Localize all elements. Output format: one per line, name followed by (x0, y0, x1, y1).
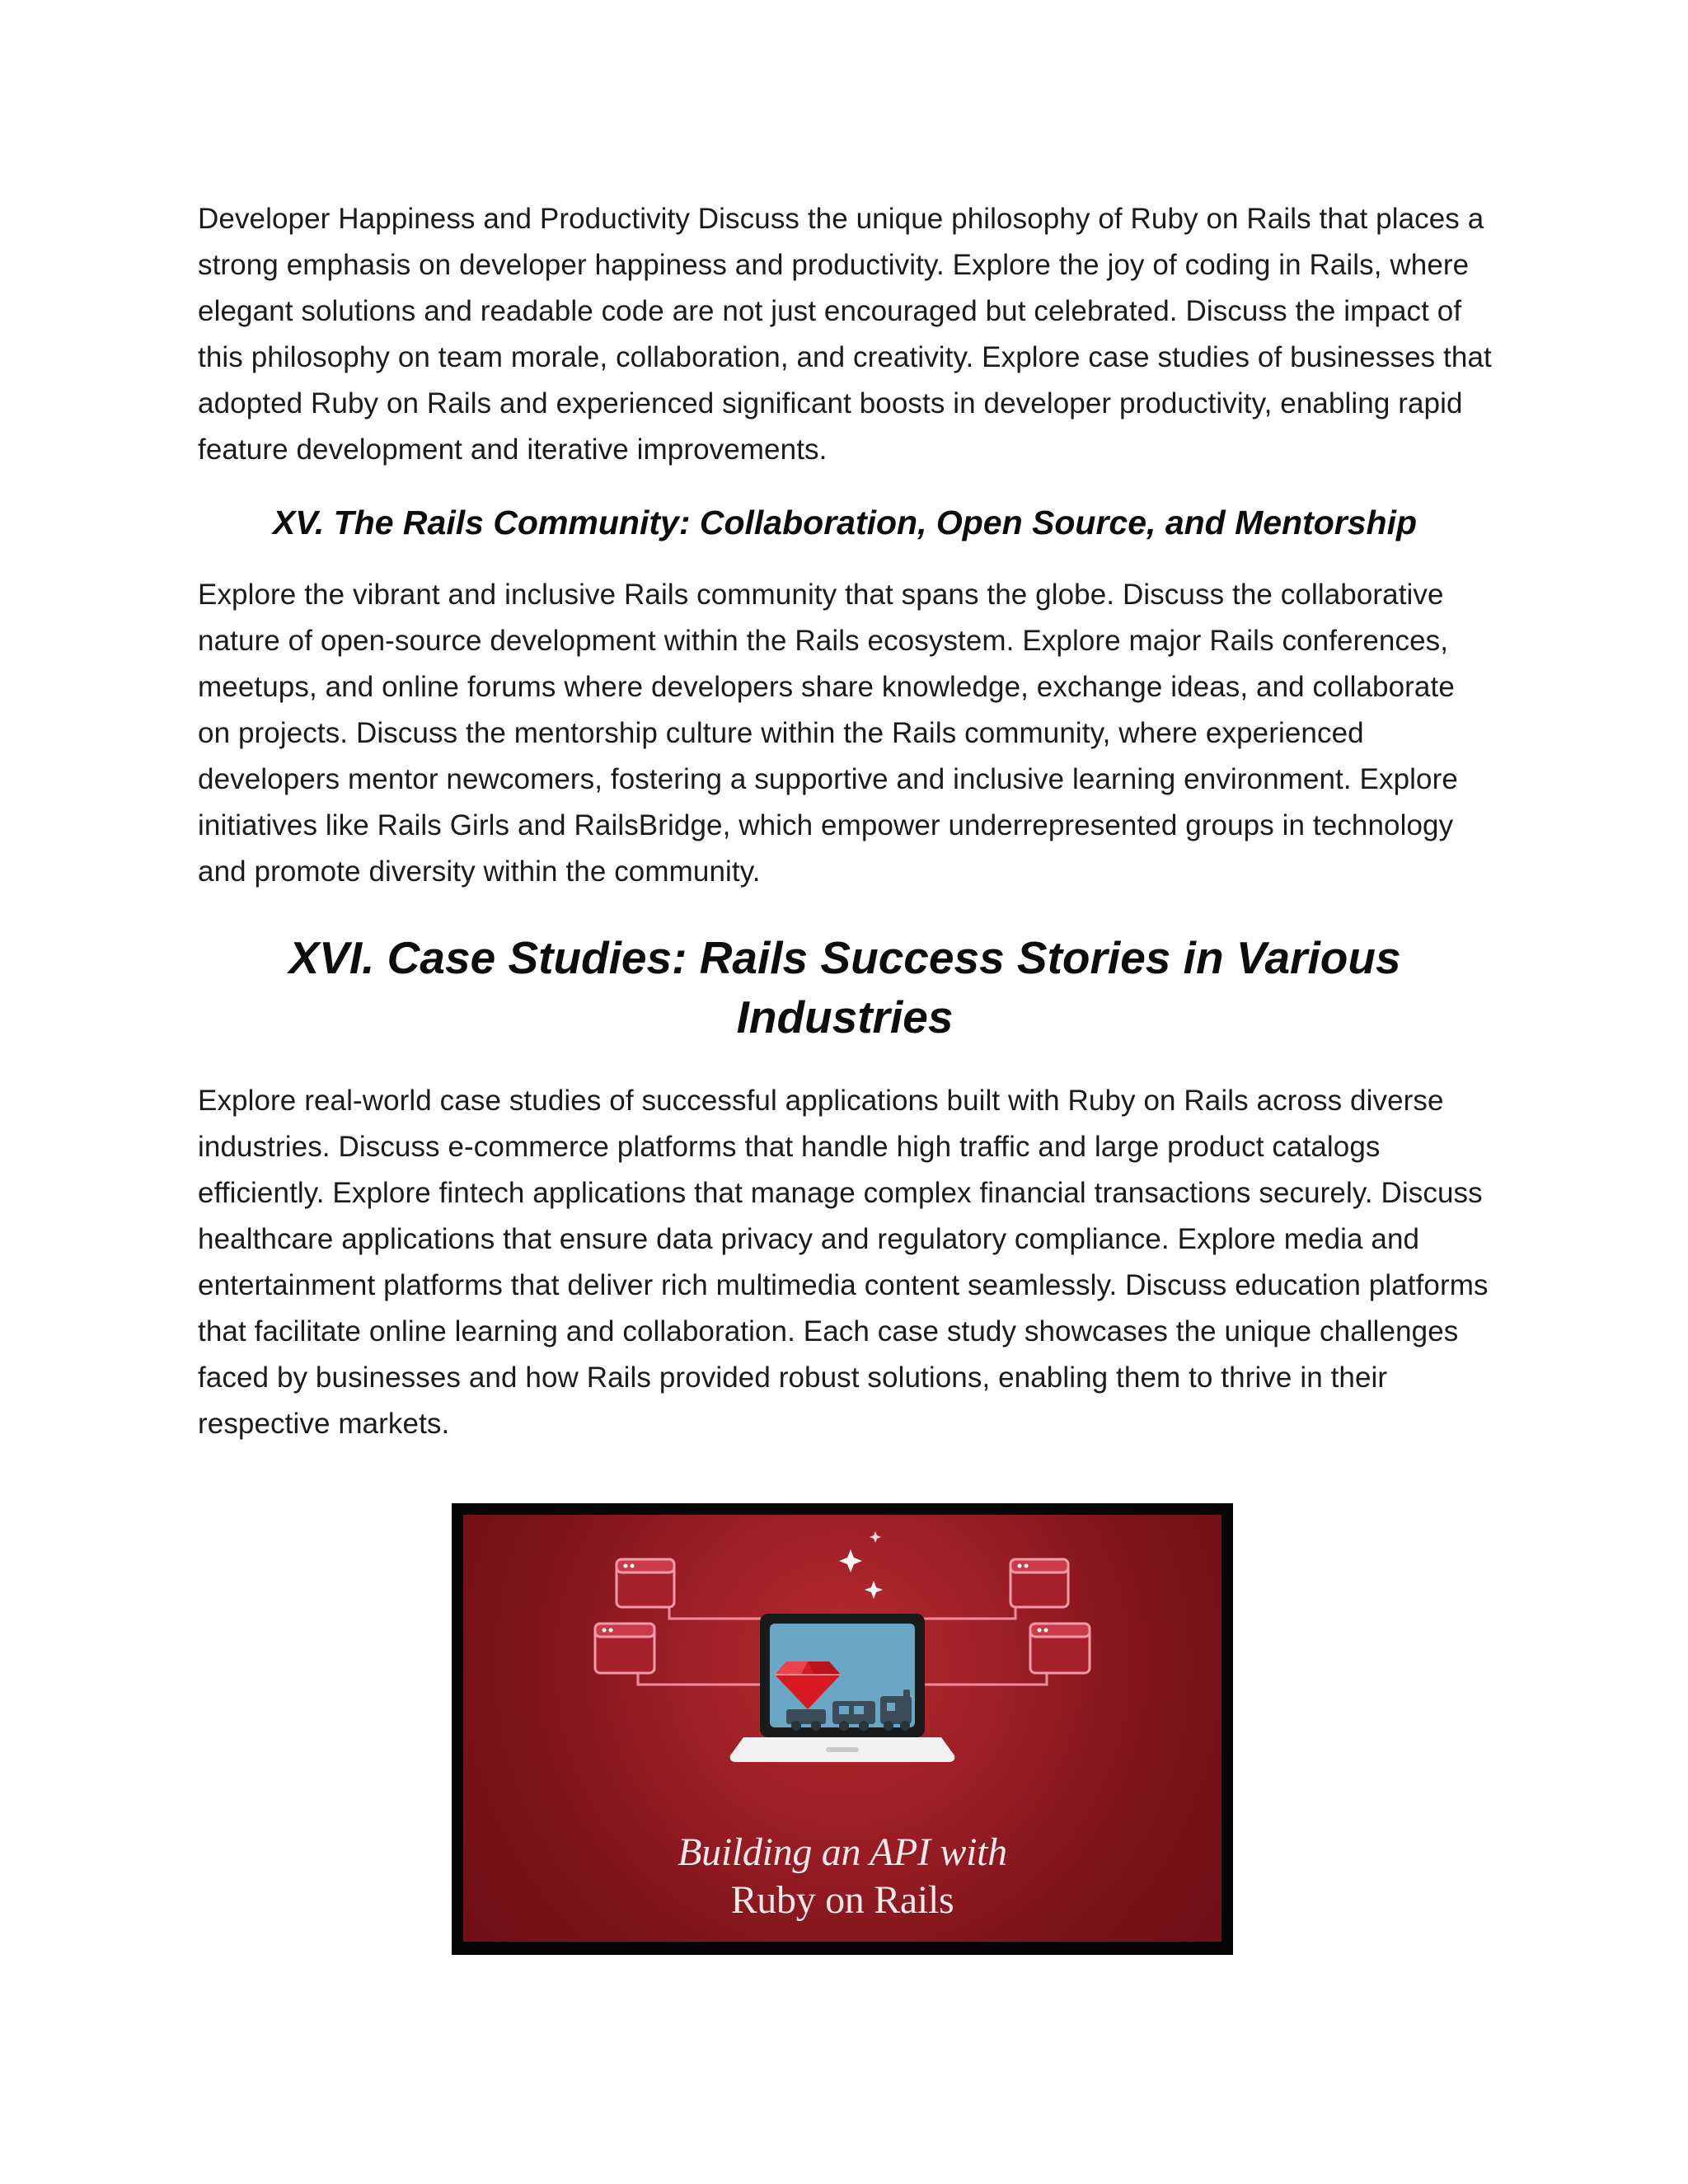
paragraph-developer-happiness: Developer Happiness and Productivity Discuss the unique philosophy of Ruby on Rails that places a strong emphasis on developer happiness and productivity. Explore the joy of coding in Rails, where elegant solutions and readable code are not just encouraged but celebrated. Discuss the impact of this philosophy on team morale, collaboration, and creativity. Explore case studies of businesses that adopted Ruby on Rails and experienced significant boosts in developer productivity, enabling rapid feature development and iterative improvements. (198, 203, 1492, 466)
window-icon-top-left (617, 1559, 674, 1607)
laptop-icon (730, 1614, 955, 1762)
window-icon-mid-left (595, 1624, 654, 1673)
sparkle-icons (839, 1531, 883, 1599)
window-icon-top-right (1010, 1559, 1068, 1607)
heading-rails-community: XV. The Rails Community: Collaboration, Open Source, and Mentorship (272, 504, 1418, 541)
illustration-canvas (463, 1515, 1221, 1942)
paragraph-case-studies: Explore real-world case studies of successful applications built with Ruby on Rails across diverse industries. Discuss e-commerce platforms that handle high traffic and large product catalogs efficiently. Explore fintech applications that manage complex financial transactions securely. Discuss healthcare applications that ensure data privacy and regulatory compliance. Explore media and entertainment platforms that deliver rich multimedia content seamlessly. Discuss education platforms that facilitate online learning and collaboration. Each case study showcases the unique challenges faced by businesses and how Rails provided robust solutions, enabling them to thrive in their respective markets. (198, 1085, 1489, 1440)
heading-case-studies: XVI. Case Studies: Rails Success Stories in Various Industries (288, 932, 1401, 1043)
illustration-caption-line-1: Building an API with (678, 1830, 1007, 1874)
window-icon-mid-right (1030, 1624, 1090, 1673)
paragraph-rails-community: Explore the vibrant and inclusive Rails community that spans the globe. Discuss the collaborative nature of open-source development within the Rails ecosystem. Explore major Rails conferences, meetups, and online forums where developers share knowledge, exchange ideas, and collaborate on projects. Discuss the mentorship culture within the Rails community, where experienced developers mentor newcomers, fostering a supportive and inclusive learning environment. Explore initiatives like Rails Girls and RailsBridge, which empower underrepresented groups in technology and promote diversity within the community. (198, 579, 1458, 888)
illustration-image (452, 1503, 1233, 1955)
illustration-caption-line-2: Ruby on Rails (730, 1878, 954, 1922)
document-content (198, 196, 1492, 1447)
